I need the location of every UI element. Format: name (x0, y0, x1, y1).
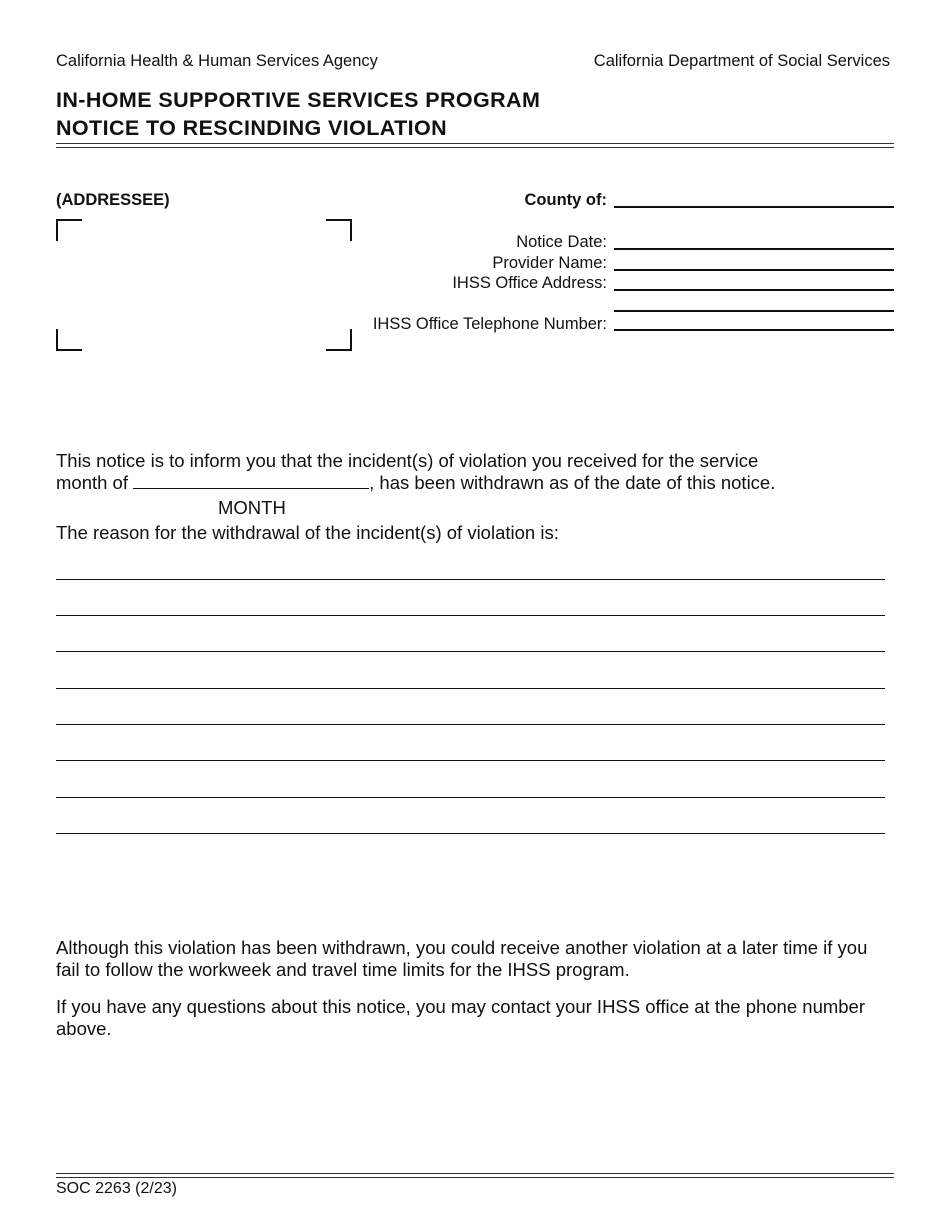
reason-prompt: The reason for the withdrawal of the incident(s) of violation is: (56, 522, 559, 543)
reason-line[interactable] (56, 615, 885, 616)
notice-date-label: Notice Date: (516, 233, 607, 251)
notice-date-field[interactable] (614, 248, 894, 250)
addressee-label: (ADDRESSEE) (56, 191, 170, 209)
reason-line[interactable] (56, 579, 885, 580)
reason-line[interactable] (56, 797, 885, 798)
address-corner-bottom-left (56, 329, 82, 351)
provider-name-label: Provider Name: (492, 254, 607, 272)
reason-line[interactable] (56, 724, 885, 725)
office-phone-field[interactable] (614, 329, 894, 331)
agency-name: California Health & Human Services Agency (56, 52, 378, 70)
office-phone-label: IHSS Office Telephone Number: (372, 315, 607, 333)
reason-line[interactable] (56, 688, 885, 689)
month-field[interactable] (133, 472, 369, 489)
month-suffix: , has been withdrawn as of the date of this notice. (369, 472, 776, 493)
month-label: MONTH (218, 497, 286, 518)
notice-text-line-1: This notice is to inform you that the incident(s) of violation you received for the service (56, 450, 759, 471)
form-number: SOC 2263 (2/23) (56, 1180, 177, 1197)
header-divider (56, 143, 894, 148)
office-address-label: IHSS Office Address: (452, 274, 607, 292)
notice-text-line-2 (56, 472, 775, 494)
reason-line[interactable] (56, 651, 885, 652)
contact-paragraph: If you have any questions about this notice, you may contact your IHSS office at the phone number above. (56, 996, 866, 1039)
county-field[interactable] (614, 206, 894, 208)
form-title (56, 86, 540, 142)
footer-divider (56, 1173, 894, 1178)
address-corner-bottom-right (326, 329, 352, 351)
office-address-field[interactable] (614, 289, 894, 291)
title-line-1: IN-HOME SUPPORTIVE SERVICES PROGRAM (56, 88, 541, 112)
address-corner-top-right (326, 219, 352, 241)
provider-name-field[interactable] (614, 269, 894, 271)
department-name: California Department of Social Services (593, 52, 890, 70)
title-line-2: NOTICE TO RESCINDING VIOLATION (56, 116, 448, 140)
address-corner-top-left (56, 219, 82, 241)
month-prefix: month of (56, 472, 134, 493)
reason-line[interactable] (56, 833, 885, 834)
reason-line[interactable] (56, 760, 885, 761)
county-label: County of: (524, 191, 607, 209)
office-address-field-line-2[interactable] (614, 310, 894, 312)
withdrawal-warning-paragraph: Although this violation has been withdrawn, you could receive another violation at a later time if you fail to follow the workweek and travel time limits for the IHSS program. (56, 937, 868, 980)
